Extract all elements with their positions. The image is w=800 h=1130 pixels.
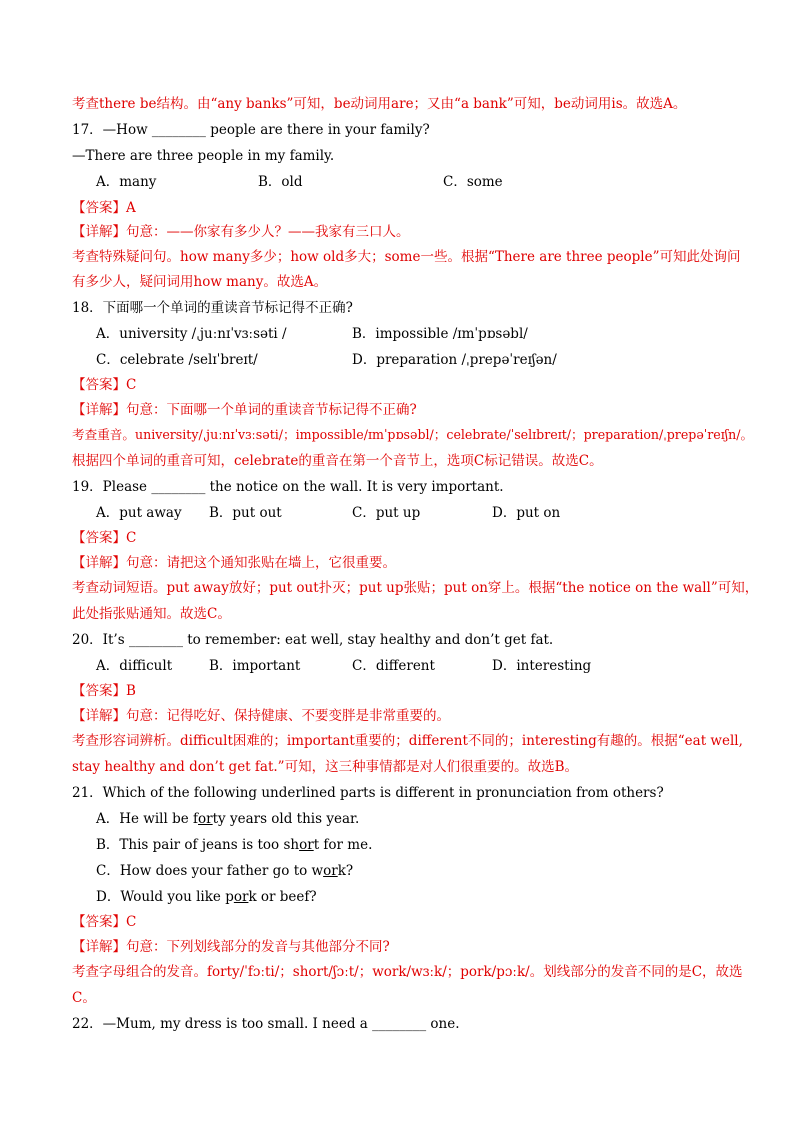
option-a: A．put away [96, 505, 182, 521]
option-c: C．celebrate /selɪˈbreɪt/ [96, 352, 258, 368]
explanation-21-line2: 考查字母组合的发音。forty/ˈfɔːti/；short/ʃɔːt/；work/wɜːk/；pork/pɔːk/。划线部分的发音不同的是C，故选 [72, 964, 743, 980]
answer-21: 【答案】C [72, 914, 137, 930]
option-text: B．This pair of jeans is too sh [96, 837, 300, 853]
explanation-20-line2: 考查形容词辨析。difficult困难的；important重要的；different不同的；interesting有趣的。根据“eat well, [72, 733, 743, 749]
question-18: 18．下面哪一个单词的重读音节标记得不正确? [72, 300, 353, 316]
question-22: 22．—Mum, my dress is too small. I need a ________ one. [72, 1016, 460, 1032]
option-b: B．old [258, 174, 303, 190]
option-b: B．important [209, 658, 301, 674]
option-c: C．different [352, 658, 435, 674]
question-21-option-b [96, 835, 372, 855]
explanation-19-line3: 此处指张贴通知。故选C。 [72, 606, 231, 622]
explanation-17-line2: 考查特殊疑问句。how many多少；how old多大；some一些。根据“There are three people”可知此处询问 [72, 249, 741, 265]
explanation-19-line2: 考查动词短语。put away放好；put out扑灭；put up张贴；put on穿上。根据“the notice on the wall”可知， [72, 580, 759, 596]
explanation-20-line3: stay healthy and don’t get fat.”可知，这三种事情都是对人们很重要的。故选B。 [72, 759, 578, 775]
question-17-options [96, 172, 696, 192]
explanation-21: 【详解】句意：下列划线部分的发音与其他部分不同? [72, 939, 390, 955]
explanation-20: 【详解】句意：记得吃好、保持健康、不要变胖是非常重要的。 [72, 708, 450, 724]
option-c: C．put up [352, 505, 421, 521]
answer-19: 【答案】C [72, 530, 137, 546]
option-text: A．He will be f [96, 811, 199, 827]
question-17-line2: —There are three people in my family. [72, 148, 335, 164]
explanation-17: 【详解】句意：——你家有多少人？——我家有三口人。 [72, 224, 410, 240]
option-d: D．interesting [492, 658, 592, 674]
answer-17: 【答案】A [72, 200, 136, 216]
question-21-option-a [96, 809, 359, 829]
option-a: A．many [96, 174, 157, 190]
option-d: D．put on [492, 505, 561, 521]
explanation-line: 考查there be结构。由“any banks”可知，be动词用are；又由“a bank”可知，be动词用is。故选A。 [72, 96, 687, 112]
underlined-part: or [233, 889, 249, 905]
underlined-part: or [323, 863, 338, 879]
question-21-option-c [96, 861, 353, 881]
question-19-options [96, 503, 696, 523]
answer-20: 【答案】B [72, 683, 136, 699]
question-17: 17．—How ________ people are there in your family? [72, 122, 430, 138]
option-b: B．put out [209, 505, 282, 521]
answer-18: 【答案】C [72, 377, 137, 393]
option-d: D．preparation /ˌprepəˈreɪʃən/ [352, 352, 557, 368]
question-20: 20．It’s ________ to remember: eat well, stay healthy and don’t get fat. [72, 632, 554, 648]
explanation-18-line2: 考查重音。university/ˌjuːnɪˈvɜːsəti/；impossible/ɪmˈpɒsəbl/；celebrate/ˈselɪbreɪt/；preparation/ˌprepəˈreɪʃn/。 [72, 427, 754, 442]
explanation-21-line3: C。 [72, 990, 96, 1006]
explanation-18-line3: 根据四个单词的重音可知，celebrate的重音在第一个音节上，选项C标记错误。故选C。 [72, 453, 603, 469]
option-a: A．difficult [96, 658, 173, 674]
explanation-18: 【详解】句意：下面哪一个单词的重读音节标记得不正确? [72, 402, 417, 418]
explanation-17-line3: 有多少人，疑问词用how many。故选A。 [72, 274, 328, 290]
option-a: A．university /ˌjuːnɪˈvɜːsəti / [96, 326, 287, 342]
option-text: k? [337, 863, 354, 879]
underlined-part: or [299, 837, 314, 853]
option-text: C．How does your father go to w [96, 863, 324, 879]
question-21-option-d [96, 887, 317, 907]
explanation-19: 【详解】句意：请把这个通知张贴在墙上，它很重要。 [72, 555, 396, 571]
question-18-options-row1 [96, 324, 696, 344]
option-text: ty years old this year. [212, 811, 360, 827]
question-20-options [96, 656, 696, 676]
option-text: D．Would you like p [96, 889, 234, 905]
option-c: C．some [443, 174, 503, 190]
question-19: 19．Please ________ the notice on the wall. It is very important. [72, 479, 504, 495]
option-text: k or beef? [248, 889, 317, 905]
underlined-part: or [198, 811, 213, 827]
question-18-options-row2 [96, 350, 696, 370]
option-b: B．impossible /ɪmˈpɒsəbl/ [352, 326, 528, 342]
option-text: t for me. [313, 837, 373, 853]
question-21: 21．Which of the following underlined parts is different in pronunciation from others? [72, 785, 664, 801]
